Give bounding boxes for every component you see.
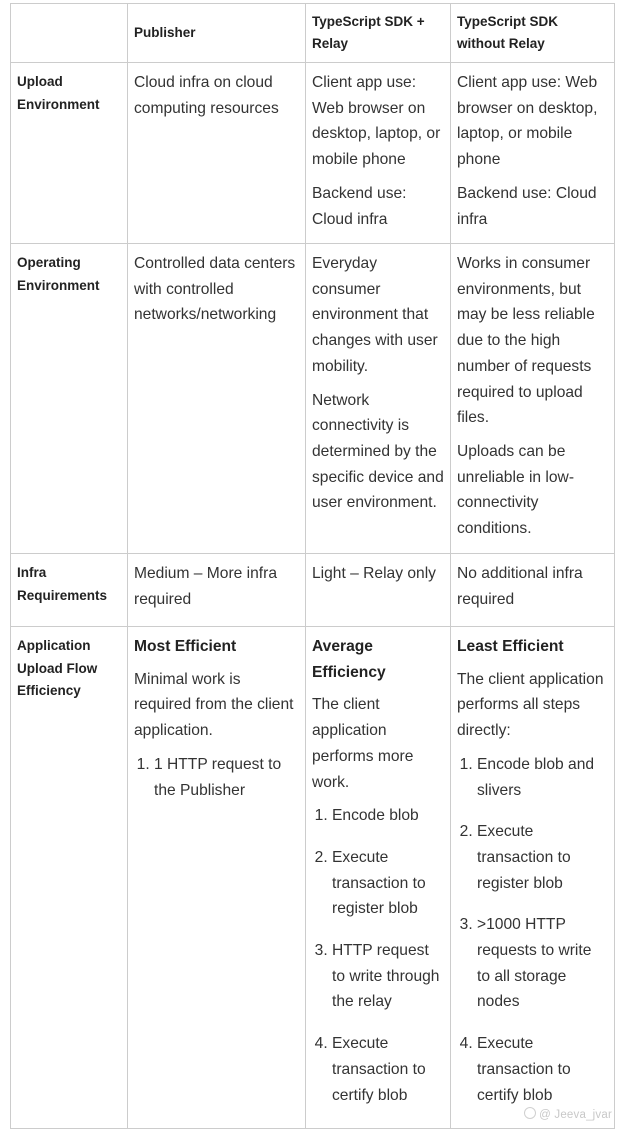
step-item: 1. Encode blob [332, 803, 444, 829]
cell-text: Works in consumer environments, but may be less reliable due to the high number of requests required to upload files. [457, 255, 595, 427]
cell-publisher [128, 554, 306, 627]
cell-text: Backend use: Cloud infra [312, 184, 407, 228]
row-upload-environment [11, 63, 615, 244]
efficiency-heading: Average Efficiency [312, 638, 386, 681]
steps-list [134, 752, 299, 803]
cell-text: The client application performs all steps directly: [457, 670, 604, 740]
row-label: Upload Environment [11, 63, 128, 244]
step-item: 2. Execute transaction to register blob [332, 845, 444, 922]
cell-text: Backend use: Cloud infra [457, 184, 597, 228]
step-item: 4. Execute transaction to certify blob [332, 1031, 444, 1108]
cell-text: Controlled data centers with controlled networks/networking [134, 255, 296, 324]
cell-norelay [451, 63, 615, 244]
header-empty [11, 4, 128, 63]
cell-text: Everyday consumer environment that changes with user mobility. [312, 255, 438, 375]
step-item: 2. Execute transaction to register blob [477, 819, 608, 896]
step-item: 1. 1 HTTP request to the Publisher [154, 752, 299, 803]
cell-publisher [128, 627, 306, 1129]
header-publisher: Publisher [128, 4, 306, 63]
cell-text: Cloud infra on cloud computing resources [134, 74, 279, 117]
cell-text: Minimal work is required from the client application. [134, 670, 294, 740]
cell-publisher [128, 244, 306, 554]
row-label: Operating Environment [11, 244, 128, 554]
cell-norelay [451, 554, 615, 627]
row-application-upload-flow-efficiency [11, 627, 615, 1129]
watermark-logo-icon [524, 1107, 536, 1119]
watermark-text: @ Jeeva_jvar [539, 1109, 612, 1121]
header-row [11, 4, 615, 63]
cell-norelay [451, 244, 615, 554]
cell-text: Client app use: Web browser on desktop, laptop, or mobile phone [312, 74, 441, 169]
efficiency-heading: Most Efficient [134, 638, 237, 655]
row-label: Infra Requirements [11, 554, 128, 627]
cell-text: Uploads can be unreliable in low-connectivity conditions. [457, 442, 575, 538]
cell-relay [306, 244, 451, 554]
cell-text: Medium – More infra required [134, 565, 277, 608]
cell-relay [306, 554, 451, 627]
cell-text: No additional infra required [457, 565, 583, 608]
cell-publisher [128, 63, 306, 244]
cell-norelay [451, 627, 615, 1129]
steps-list [312, 803, 444, 1108]
efficiency-heading: Least Efficient [457, 638, 564, 655]
step-item: 4. Execute transaction to certify blob [477, 1031, 608, 1108]
cell-text: Light – Relay only [312, 565, 436, 582]
header-typescript-sdk-relay: TypeScript SDK + Relay [306, 4, 451, 63]
steps-list [457, 752, 608, 1108]
cell-text: Network connectivity is determined by the specific device and user environment. [312, 391, 444, 512]
row-infra-requirements [11, 554, 615, 627]
row-label: Application Upload Flow Efficiency [11, 627, 128, 1129]
cell-relay [306, 627, 451, 1129]
cell-relay [306, 63, 451, 244]
row-operating-environment [11, 244, 615, 554]
step-item: 1. Encode blob and slivers [477, 752, 608, 803]
step-item: 3. HTTP request to write through the relay [332, 938, 444, 1015]
cell-text: The client application performs more work. [312, 696, 414, 791]
header-typescript-sdk-without-relay: TypeScript SDK without Relay [451, 4, 615, 63]
comparison-table [10, 3, 615, 1129]
step-item: 3. >1000 HTTP requests to write to all storage nodes [477, 912, 608, 1015]
cell-text: Client app use: Web browser on desktop, laptop, or mobile phone [457, 74, 598, 169]
watermark [524, 1107, 612, 1121]
